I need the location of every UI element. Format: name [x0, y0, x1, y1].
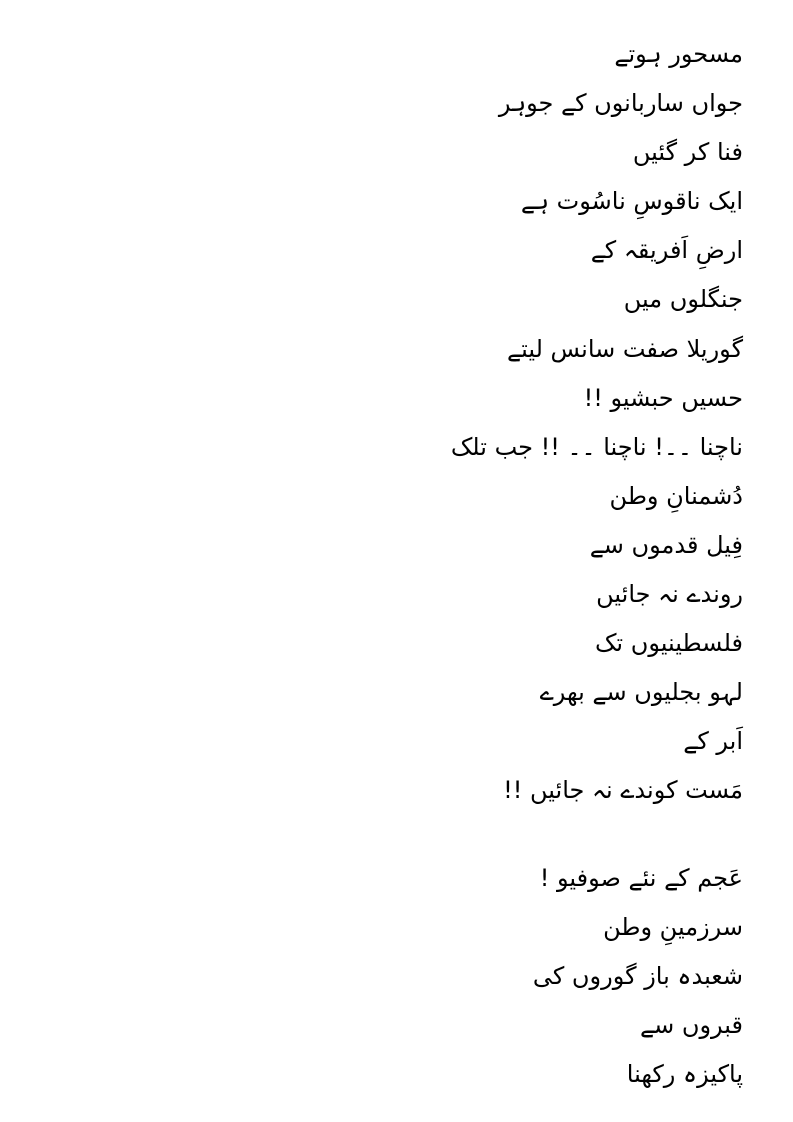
- poem-line: جنگلوں میں: [623, 285, 743, 314]
- poem: [423, 30, 743, 1099]
- poem-line: مَست کوندے نہ جائیں !!: [503, 776, 743, 805]
- poem-line: لہو بجلیوں سے بھرے: [539, 678, 743, 707]
- poem-line: ارضِ اَفریقہ کے: [590, 236, 743, 265]
- poem-line: ایک ناقوسِ ناسُوت ہے: [520, 187, 743, 216]
- stanza-1: [423, 30, 743, 816]
- poem-line: قبروں سے: [640, 1010, 743, 1039]
- poem-line: اَبر کے: [683, 727, 743, 756]
- poem-line: حسیں حبشیو !!: [583, 383, 743, 412]
- poem-line: عَجم کے نئے صوفیو !: [539, 863, 743, 892]
- poem-line: جواں ساربانوں کے جوہر: [498, 89, 743, 118]
- poem-line: فِیل قدموں سے: [589, 530, 743, 559]
- poem-line: فلسطینیوں تک: [594, 629, 743, 658]
- poem-line: مسحور ہوتے: [614, 40, 743, 68]
- poem-line: سرزمینِ وطن: [603, 912, 743, 941]
- poem-line: شعبدہ باز گوروں کی: [532, 961, 743, 990]
- poem-line: ناچنا ۔۔! ناچنا ۔۔ !! جب تلک: [450, 432, 743, 461]
- poem-line: روندے نہ جائیں: [596, 580, 743, 609]
- poem-line: فنا کر گئیں: [632, 138, 743, 167]
- stanza-break: [423, 816, 743, 854]
- poem-line: دُشمنانِ وطن: [609, 481, 743, 510]
- poem-line: پاکیزہ رکھنا: [626, 1059, 743, 1088]
- poem-line: گوریلا صفت سانس لیتے: [507, 334, 743, 363]
- stanza-2: [423, 854, 743, 1099]
